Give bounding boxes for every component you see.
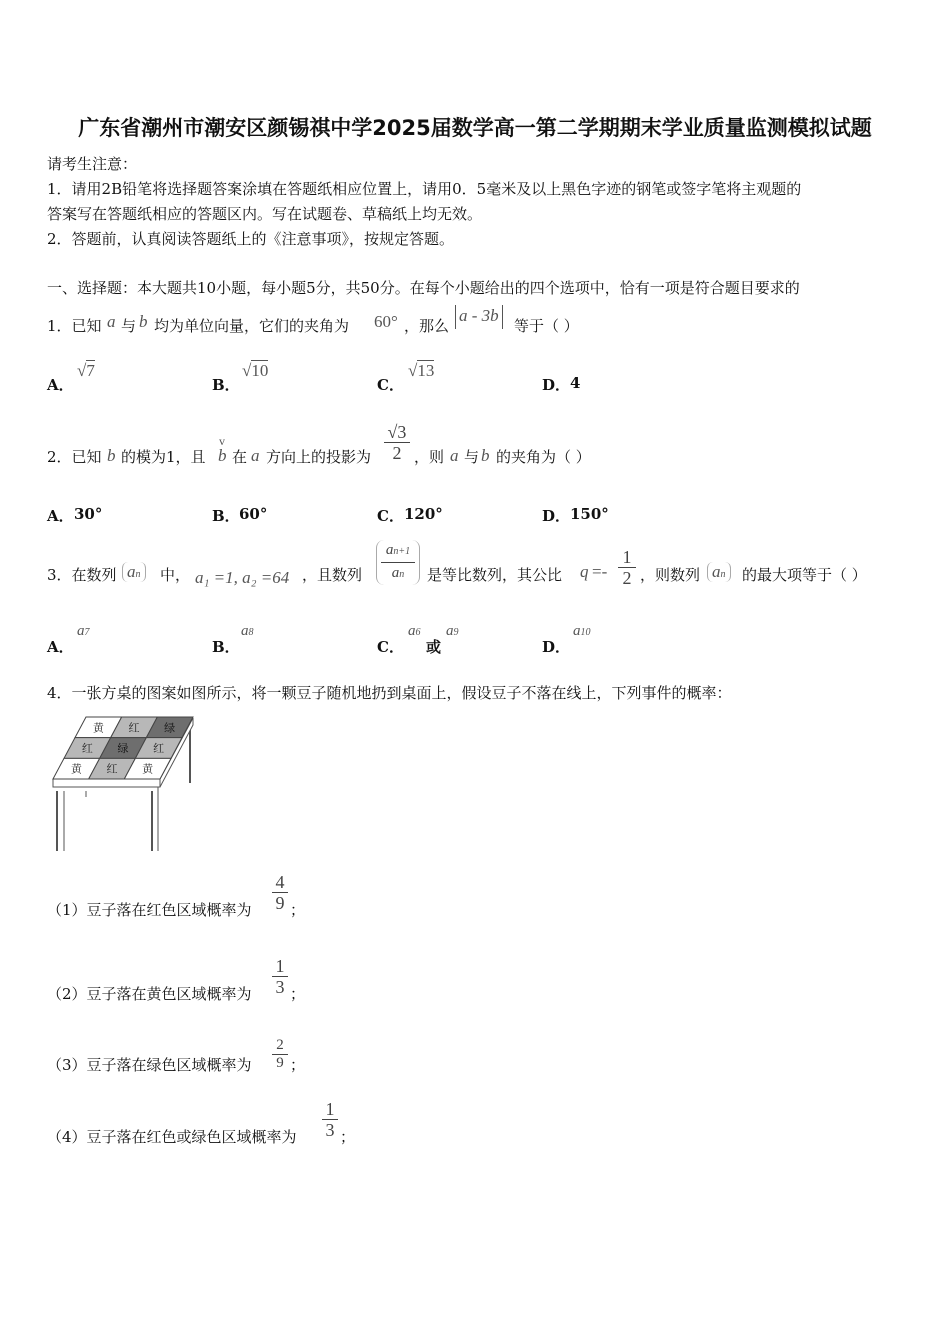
q1-opt-d-label: D．	[542, 376, 571, 394]
q1-vec-a: a	[107, 312, 116, 331]
q2-t2: 在	[232, 448, 248, 466]
notice-line-1b: 答案写在答题纸相应的答题区内。写在试题卷、草稿纸上均无效。	[47, 205, 483, 223]
q2-proj-num: √3	[387, 422, 407, 442]
q2-opt-a-value: 30°	[74, 505, 103, 523]
q1-t2: 均为单位向量，它们的夹角为	[154, 317, 350, 335]
q2-opt-b-label: B．	[212, 507, 240, 525]
q2-vec-a: a	[251, 446, 260, 465]
q2-vec-b2: b	[481, 446, 490, 465]
q3-condition: a₁ =1, a₂ =64	[195, 568, 290, 587]
q2-opt-d-value: 150°	[570, 505, 609, 523]
table-top-edge	[53, 779, 160, 787]
q3-opt-d-label: D．	[542, 638, 571, 656]
q2-t1: 的模为1，且	[121, 448, 206, 466]
q4-item-3-fraction: 2 9	[272, 1037, 288, 1072]
q3-opt-a-label: A．	[47, 638, 74, 656]
q1-opt-b-value: √10	[242, 361, 269, 380]
q3-t4: ，则数列	[640, 566, 701, 584]
notice-line-1: 1．请用2B铅笔将选择题答案涂填在答题纸相应位置上，请用0．5毫米及以上黑色字迹的钢笔或签字笔将主观题的	[47, 180, 802, 198]
q2-t5: 与	[464, 448, 480, 466]
q1-opt-c-value: √13	[408, 361, 435, 380]
q4-item-1-end: ；	[290, 901, 306, 919]
grid-cell-label-2-1: 红	[106, 762, 118, 776]
q2-opt-c-value: 120°	[404, 505, 443, 523]
q4-item-1-fraction: 4 9	[272, 872, 288, 913]
q1-t3: ，那么	[404, 317, 450, 335]
q3-opt-c-value: a6	[408, 623, 421, 639]
q3-opt-a-value: a7	[77, 623, 90, 639]
q3-opt-c-or: 或	[426, 638, 442, 656]
grid-cell-label-1-2: 红	[153, 742, 165, 755]
grid-cell-label-2-2: 黄	[142, 762, 154, 776]
q2-projection-fraction	[384, 422, 410, 463]
q4-item-2-label: （2）豆子落在黄色区域概率为	[47, 985, 252, 1003]
q1-t4: 等于（ ）	[514, 317, 579, 335]
q3-num: 3．在数列	[47, 566, 117, 584]
q1-angle: 60°	[374, 312, 398, 331]
q4-item-1-label: （1）豆子落在红色区域概率为	[47, 901, 252, 919]
q1-abs-expr: a - 3b	[455, 305, 503, 329]
grid-cell-label-1-1: 绿	[117, 742, 129, 755]
q4-stem: 4．一张方桌的图案如图所示，将一颗豆子随机地扔到桌面上，假设豆子不落在线上，下列事件的概率：	[47, 684, 732, 702]
q2-vec-b-hat: b	[218, 446, 227, 465]
grid-cell-label-0-1: 红	[128, 721, 140, 735]
q3-opt-c-label: C．	[377, 638, 404, 656]
q2-t6: 的夹角为（ ）	[496, 448, 591, 466]
q3-opt-c-value2: a9	[446, 623, 459, 639]
q1-num: 1．已知	[47, 317, 102, 335]
q2-opt-a-label: A．	[47, 507, 74, 525]
q4-item-3-end: ；	[290, 1056, 306, 1074]
q1-opt-c-label: C．	[377, 376, 404, 394]
q4-item-2-end: ；	[290, 985, 306, 1003]
q3-t2: ，且数列	[302, 566, 363, 584]
q2-opt-c-label: C．	[377, 507, 404, 525]
q3-t1: 中，	[160, 566, 191, 584]
q4-item-4-end: ；	[340, 1128, 356, 1146]
q1-vec-b: b	[139, 312, 148, 331]
section-heading: 一、选择题：本大题共10小题，每小题5分，共50分。在每个小题给出的四个选项中，恰有一项是符合题目要求的	[47, 279, 800, 297]
q2-num: 2．已知	[47, 448, 102, 466]
q2-t3: 方向上的投影为	[266, 448, 372, 466]
q2-vector-arrow: v	[219, 434, 225, 448]
q3-opt-b-value: a8	[241, 623, 254, 639]
q2-opt-d-label: D．	[542, 507, 571, 525]
q3-q-fraction: 1 2	[618, 547, 636, 588]
q3-opt-d-value: a10	[573, 623, 591, 639]
grid-cell-label-1-0: 红	[81, 742, 93, 755]
notice-heading: 请考生注意：	[47, 155, 138, 173]
q1-opt-a-label: A．	[47, 376, 74, 394]
q3-q-eq: =-	[592, 562, 608, 581]
q3-t3: 是等比数列，其公比	[427, 566, 563, 584]
q3-q: q	[580, 562, 589, 581]
q2-t4: ，则	[414, 448, 445, 466]
q3-opt-b-label: B．	[212, 638, 240, 656]
q1-opt-b-label: B．	[212, 376, 240, 394]
table-grid	[53, 717, 193, 779]
q4-item-2-fraction: 1 3	[272, 956, 288, 997]
q1-opt-a-value: √7	[77, 361, 95, 380]
grid-cell-label-0-0: 黄	[92, 721, 104, 735]
q4-item-4-fraction: 1 3	[322, 1099, 338, 1140]
q4-item-3-label: （3）豆子落在绿色区域概率为	[47, 1056, 252, 1074]
q2-vec-a2: a	[450, 446, 459, 465]
q2-opt-b-value: 60°	[239, 505, 268, 523]
q1-t1: 与	[121, 317, 137, 335]
q3-seq: an	[122, 562, 146, 582]
table-figure	[50, 713, 200, 855]
q3-seq2: an	[707, 562, 731, 582]
q1-opt-d-value: 4	[570, 374, 581, 392]
notice-line-2: 2．答题前，认真阅读答题纸上的《注意事项》，按规定答题。	[47, 230, 455, 248]
q4-item-4-label: （4）豆子落在红色或绿色区域概率为	[47, 1128, 297, 1146]
grid-cell-label-0-2: 绿	[164, 721, 176, 735]
q3-ratio-seq: an+1 an	[376, 540, 420, 585]
page-title: 广东省潮州市潮安区颜锡祺中学2025届数学高一第二学期期末学业质量监测模拟试题	[78, 116, 872, 140]
grid-cell-label-2-0: 黄	[70, 762, 82, 776]
q2-proj-den: 2	[392, 443, 402, 463]
q3-t5: 的最大项等于（ ）	[742, 566, 867, 584]
q2-vec-b: b	[107, 446, 116, 465]
